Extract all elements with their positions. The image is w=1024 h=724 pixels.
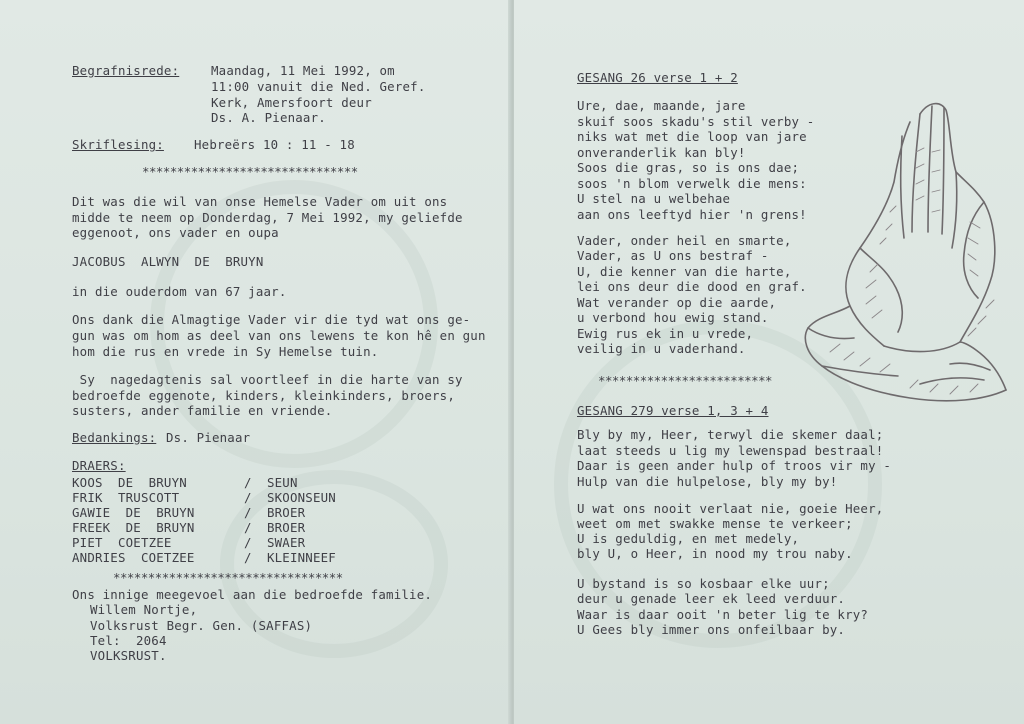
intro-line: eggenoot, ons vader en oupa — [72, 225, 279, 240]
hymn-line: Soos die gras, so is ons dae; — [577, 160, 800, 175]
bearer-relation: / SKOONSEUN — [244, 490, 336, 505]
hymn-line: U wat ons nooit verlaat nie, goeie Heer, — [577, 501, 884, 516]
funeral-line: Ds. A. Pienaar. — [211, 110, 326, 125]
hymn-line: weet om met swakke mense te verkeer; — [577, 516, 853, 531]
thanks-line: gun was om hom as deel van ons lewens te kon hê en gun — [72, 328, 486, 343]
undertaker-line: Tel: 2064 — [90, 633, 167, 648]
thanks-line: Ons dank die Almagtige Vader vir die tyd wat ons ge- — [72, 312, 471, 327]
hymn-line: laat steeds u lig my lewenspad bestraal! — [577, 443, 884, 458]
undertaker-line: VOLKSRUST. — [90, 648, 167, 663]
hymn-title: GESANG 26 verse 1 + 2 — [577, 70, 738, 85]
hymn-line: Bly by my, Heer, terwyl die skemer daal; — [577, 427, 884, 442]
bearer-relation: / SWAER — [244, 535, 306, 550]
acknowledgements-label: Bedankings: — [72, 430, 157, 445]
funeral-line: Maandag, 11 Mei 1992, om — [211, 63, 395, 78]
hymn-line: U stel na u welbehae — [577, 191, 731, 206]
hymn-line: Vader, as U ons bestraf - — [577, 248, 769, 263]
bearer-relation: / KLEINNEEF — [244, 550, 336, 565]
praying-hands-illustration — [800, 92, 1014, 414]
scripture-label: Skriflesing: — [72, 137, 164, 152]
star-divider: ********************************* — [113, 570, 343, 585]
hymn-line: U is geduldig, en met medely, — [577, 531, 800, 546]
intro-line: midde te neem op Donderdag, 7 Mei 1992, my geliefde — [72, 210, 463, 225]
hymn-line: Daar is geen ander hulp of troos vir my - — [577, 458, 892, 473]
hymn-line: bly U, o Heer, in nood my trou naby. — [577, 546, 853, 561]
thanks-line: hom die rus en vrede in Sy Hemelse tuin. — [72, 344, 379, 359]
hymn-line: soos 'n blom verwelk die mens: — [577, 176, 807, 191]
hymn-line: Vader, onder heil en smarte, — [577, 233, 792, 248]
intro-line: Dit was die wil van onse Hemelse Vader om uit ons — [72, 194, 448, 209]
hymn-line: lei ons deur die dood en graf. — [577, 279, 807, 294]
hymn-line: U Gees bly immer ons onfeilbaar by. — [577, 622, 846, 637]
bearer-relation: / SEUN — [244, 475, 298, 490]
hymn-line: Hulp van die hulpelose, bly my by! — [577, 474, 838, 489]
star-divider: ******************************* — [142, 164, 358, 179]
age-line: in die ouderdom van 67 jaar. — [72, 284, 287, 299]
memory-line: susters, ander familie en vriende. — [72, 403, 333, 418]
hymn-line: onveranderlik kan bly! — [577, 145, 746, 160]
hymn-line: U bystand is so kosbaar elke uur; — [577, 576, 830, 591]
bearer-relation: / BROER — [244, 505, 306, 520]
bearers-label: DRAERS: — [72, 458, 126, 473]
hymn-line: Wat verander op die aarde, — [577, 295, 777, 310]
sympathy-line: Ons innige meegevoel aan die bedroefde familie. — [72, 587, 433, 602]
bearer-name: FREEK DE BRUYN — [72, 520, 195, 535]
undertaker-line: Willem Nortje, — [90, 602, 198, 617]
hymn-title: GESANG 279 verse 1, 3 + 4 — [577, 403, 769, 418]
hymn-line: Ure, dae, maande, jare — [577, 98, 746, 113]
hymn-line: Ewig rus ek in u vrede, — [577, 326, 754, 341]
bearer-name: KOOS DE BRUYN — [72, 475, 187, 490]
funeral-line: 11:00 vanuit die Ned. Geref. — [211, 79, 426, 94]
memory-line: Sy nagedagtenis sal voortleef in die harte van sy — [72, 372, 463, 387]
bearer-name: PIET COETZEE — [72, 535, 172, 550]
deceased-name: JACOBUS ALWYN DE BRUYN — [72, 254, 264, 269]
hymn-line: deur u genade leer ek leed verduur. — [577, 591, 846, 606]
bearer-relation: / BROER — [244, 520, 306, 535]
scripture-text: Hebreërs 10 : 11 - 18 — [194, 137, 355, 152]
hymn-line: niks wat met die loop van jare — [577, 129, 807, 144]
hymn-line: skuif soos skadu's stil verby - — [577, 114, 815, 129]
hymn-line: U, die kenner van die harte, — [577, 264, 792, 279]
hymn-line: aan ons leeftyd hier 'n grens! — [577, 207, 807, 222]
bearer-name: FRIK TRUSCOTT — [72, 490, 180, 505]
hymn-line: u verbond hou ewig stand. — [577, 310, 769, 325]
bearer-name: GAWIE DE BRUYN — [72, 505, 195, 520]
memory-line: bedroefde eggenote, kinders, kleinkinders, broers, — [72, 388, 455, 403]
hymn-line: Waar is daar ooit 'n beter lig te kry? — [577, 607, 869, 622]
star-divider: ************************* — [598, 373, 772, 388]
hymn-line: veilig in u vaderhand. — [577, 341, 746, 356]
undertaker-line: Volksrust Begr. Gen. (SAFFAS) — [90, 618, 313, 633]
funeral-label: Begrafnisrede: — [72, 63, 180, 78]
bearer-name: ANDRIES COETZEE — [72, 550, 195, 565]
acknowledgements-text: Ds. Pienaar — [166, 430, 251, 445]
funeral-line: Kerk, Amersfoort deur — [211, 95, 372, 110]
